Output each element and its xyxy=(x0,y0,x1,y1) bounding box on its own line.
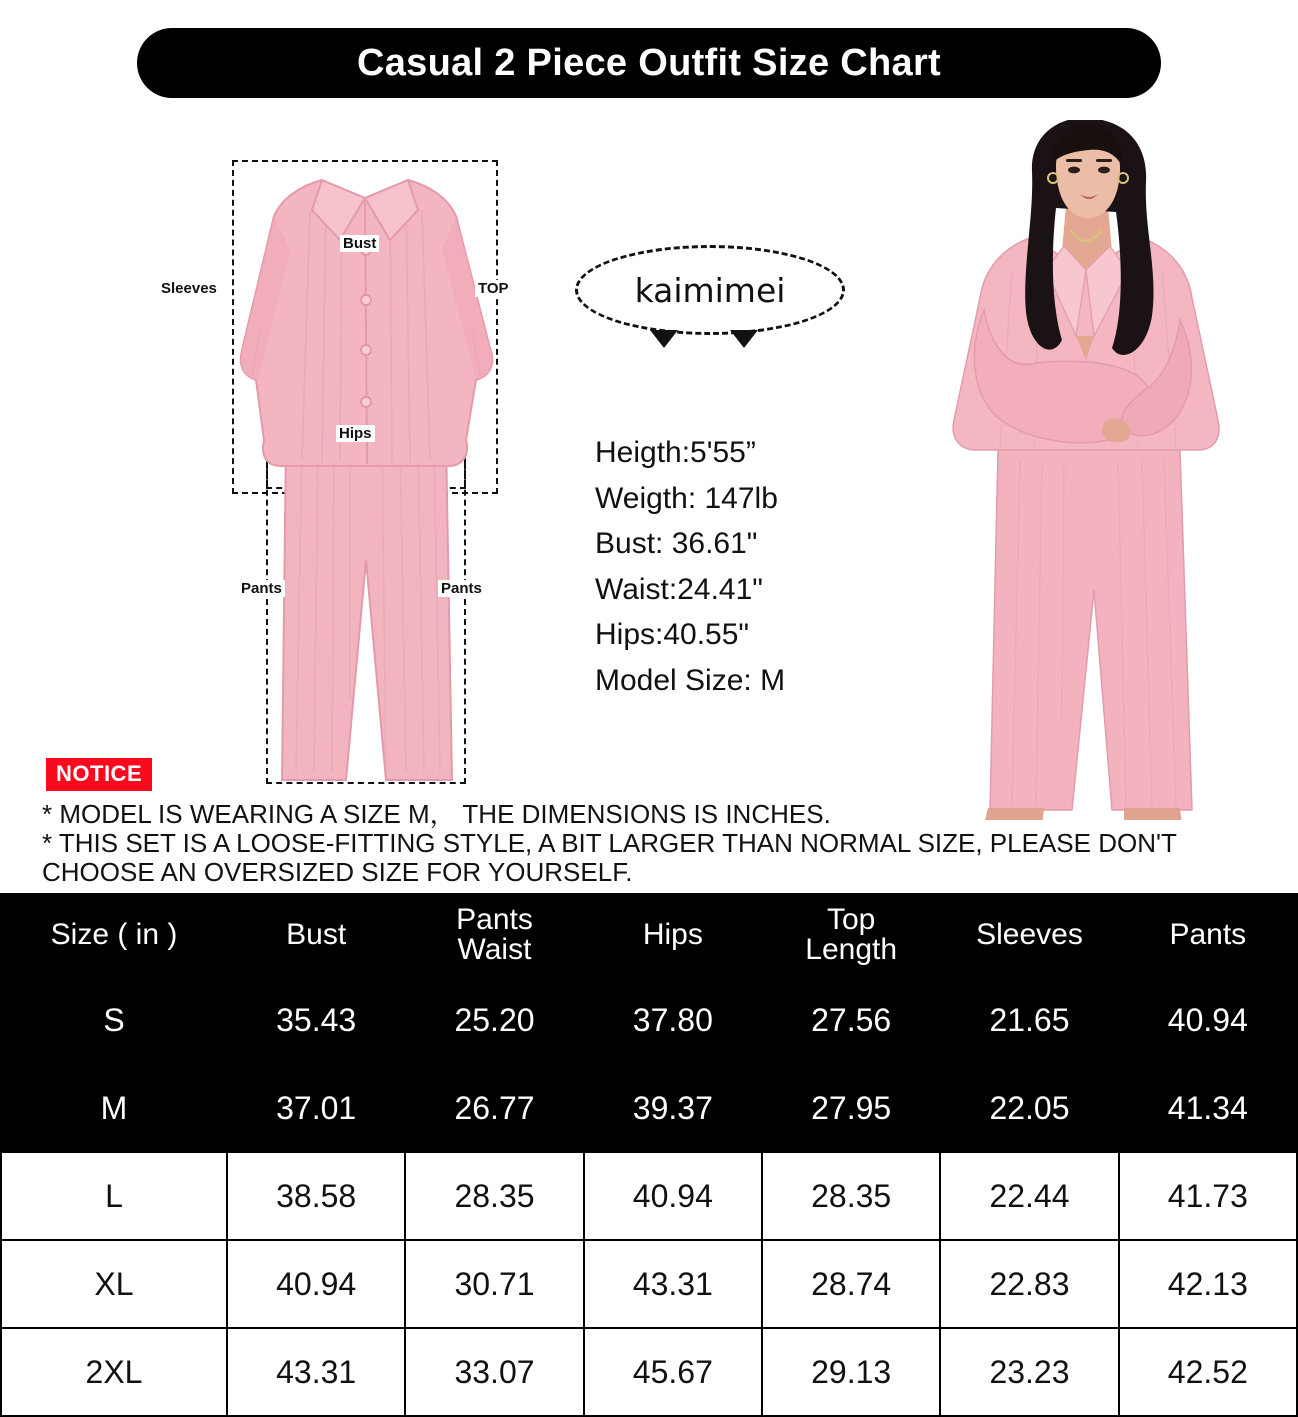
cell-pants: 42.52 xyxy=(1119,1328,1297,1416)
header-cell-hips xyxy=(584,894,762,976)
size-chart-body xyxy=(1,894,1297,1416)
cell-hips: 43.31 xyxy=(584,1240,762,1328)
cell-top-length: 27.56 xyxy=(762,976,940,1064)
spec-weight: Weigth: 147lb xyxy=(595,481,778,515)
cell-pants: 41.73 xyxy=(1119,1152,1297,1240)
cell-hips: 37.80 xyxy=(584,976,762,1064)
brand-arrow-left xyxy=(650,330,678,348)
cell-hips: 39.37 xyxy=(584,1064,762,1152)
label-pants-right: Pants xyxy=(438,580,485,597)
spec-height: Heigth:5'55” xyxy=(595,436,756,469)
cell-sleeves: 22.05 xyxy=(940,1064,1118,1152)
cell-pants-waist: 33.07 xyxy=(405,1328,583,1416)
cell-bust: 40.94 xyxy=(227,1240,405,1328)
cell-bust: 37.01 xyxy=(227,1064,405,1152)
header-top-length-line2: Length xyxy=(805,933,898,966)
header-size-line1: Size ( in ) xyxy=(50,918,178,951)
table-row xyxy=(1,976,1297,1064)
spec-waist: Waist:24.41" xyxy=(595,572,763,606)
brand-name: kaimimei xyxy=(634,270,786,310)
cell-sleeves: 22.44 xyxy=(940,1152,1118,1240)
header-cell-pants-waist xyxy=(405,894,583,976)
cell-bust: 43.31 xyxy=(227,1328,405,1416)
header-pants-line1: Pants xyxy=(1169,918,1247,951)
cell-top-length: 28.74 xyxy=(762,1240,940,1328)
table-header-row xyxy=(1,894,1297,976)
label-sleeves: Sleeves xyxy=(158,280,220,297)
cell-hips: 40.94 xyxy=(584,1152,762,1240)
header-cell-bust xyxy=(227,894,405,976)
notice-text xyxy=(42,800,1272,887)
header-pants-waist-line2: Waist xyxy=(457,933,532,966)
cell-size: S xyxy=(1,976,227,1064)
cell-top-length: 29.13 xyxy=(762,1328,940,1416)
page-title-banner xyxy=(137,28,1161,98)
table-row xyxy=(1,1152,1297,1240)
header-bust-line1: Bust xyxy=(286,918,347,951)
cell-size: XL xyxy=(1,1240,227,1328)
cell-pants-waist: 26.77 xyxy=(405,1064,583,1152)
table-row xyxy=(1,1328,1297,1416)
table-row xyxy=(1,1240,1297,1328)
cell-sleeves: 23.23 xyxy=(940,1328,1118,1416)
cell-pants: 42.13 xyxy=(1119,1240,1297,1328)
cell-hips: 45.67 xyxy=(584,1328,762,1416)
label-top: TOP xyxy=(475,280,512,297)
label-bust: Bust xyxy=(340,235,379,252)
cell-pants: 40.94 xyxy=(1119,976,1297,1064)
table-row xyxy=(1,1064,1297,1152)
header-cell-sleeves xyxy=(940,894,1118,976)
header-top-length-line1: Top xyxy=(826,903,876,936)
brand-arrow-right xyxy=(730,330,758,348)
cell-bust: 38.58 xyxy=(227,1152,405,1240)
cell-size: 2XL xyxy=(1,1328,227,1416)
header-cell-size xyxy=(1,894,227,976)
brand-logo xyxy=(575,245,845,335)
cell-pants-waist: 25.20 xyxy=(405,976,583,1064)
header-cell-pants xyxy=(1119,894,1297,976)
notice-badge: NOTICE xyxy=(46,758,152,791)
cell-bust: 35.43 xyxy=(227,976,405,1064)
spec-bust: Bust: 36.61" xyxy=(595,527,758,561)
garment-diagram xyxy=(161,140,550,800)
cell-size: L xyxy=(1,1152,227,1240)
cell-top-length: 28.35 xyxy=(762,1152,940,1240)
label-pants-left: Pants xyxy=(238,580,285,597)
header-hips-line1: Hips xyxy=(642,918,703,951)
model-photo xyxy=(880,120,1280,820)
cell-top-length: 27.95 xyxy=(762,1064,940,1152)
spec-hips: Hips:40.55" xyxy=(595,618,750,652)
notice-line-1: * MODEL IS WEARING A SIZE M， THE DIMENSIONS IS INCHES. xyxy=(42,799,831,829)
header-sleeves-line1: Sleeves xyxy=(976,918,1083,951)
cell-pants-waist: 28.35 xyxy=(405,1152,583,1240)
header-cell-top-length xyxy=(762,894,940,976)
cell-sleeves: 21.65 xyxy=(940,976,1118,1064)
notice-line-2: * THIS SET IS A LOOSE-FITTING STYLE, A BIT LARGER THAN NORMAL SIZE, PLEASE DON'T CHOOSE AN OVERSIZED SIZE FOR YOURSELF. xyxy=(42,828,1177,888)
spec-model-size: Model Size: M xyxy=(595,663,786,697)
page-title: Casual 2 Piece Outfit Size Chart xyxy=(357,41,941,84)
size-chart-table xyxy=(0,893,1298,1417)
cell-size: M xyxy=(1,1064,227,1152)
header-pants-waist-line1: Pants xyxy=(456,903,533,936)
cell-pants-waist: 30.71 xyxy=(405,1240,583,1328)
cell-pants: 41.34 xyxy=(1119,1064,1297,1152)
cell-sleeves: 22.83 xyxy=(940,1240,1118,1328)
label-hips: Hips xyxy=(336,425,375,442)
model-specs xyxy=(595,430,925,704)
